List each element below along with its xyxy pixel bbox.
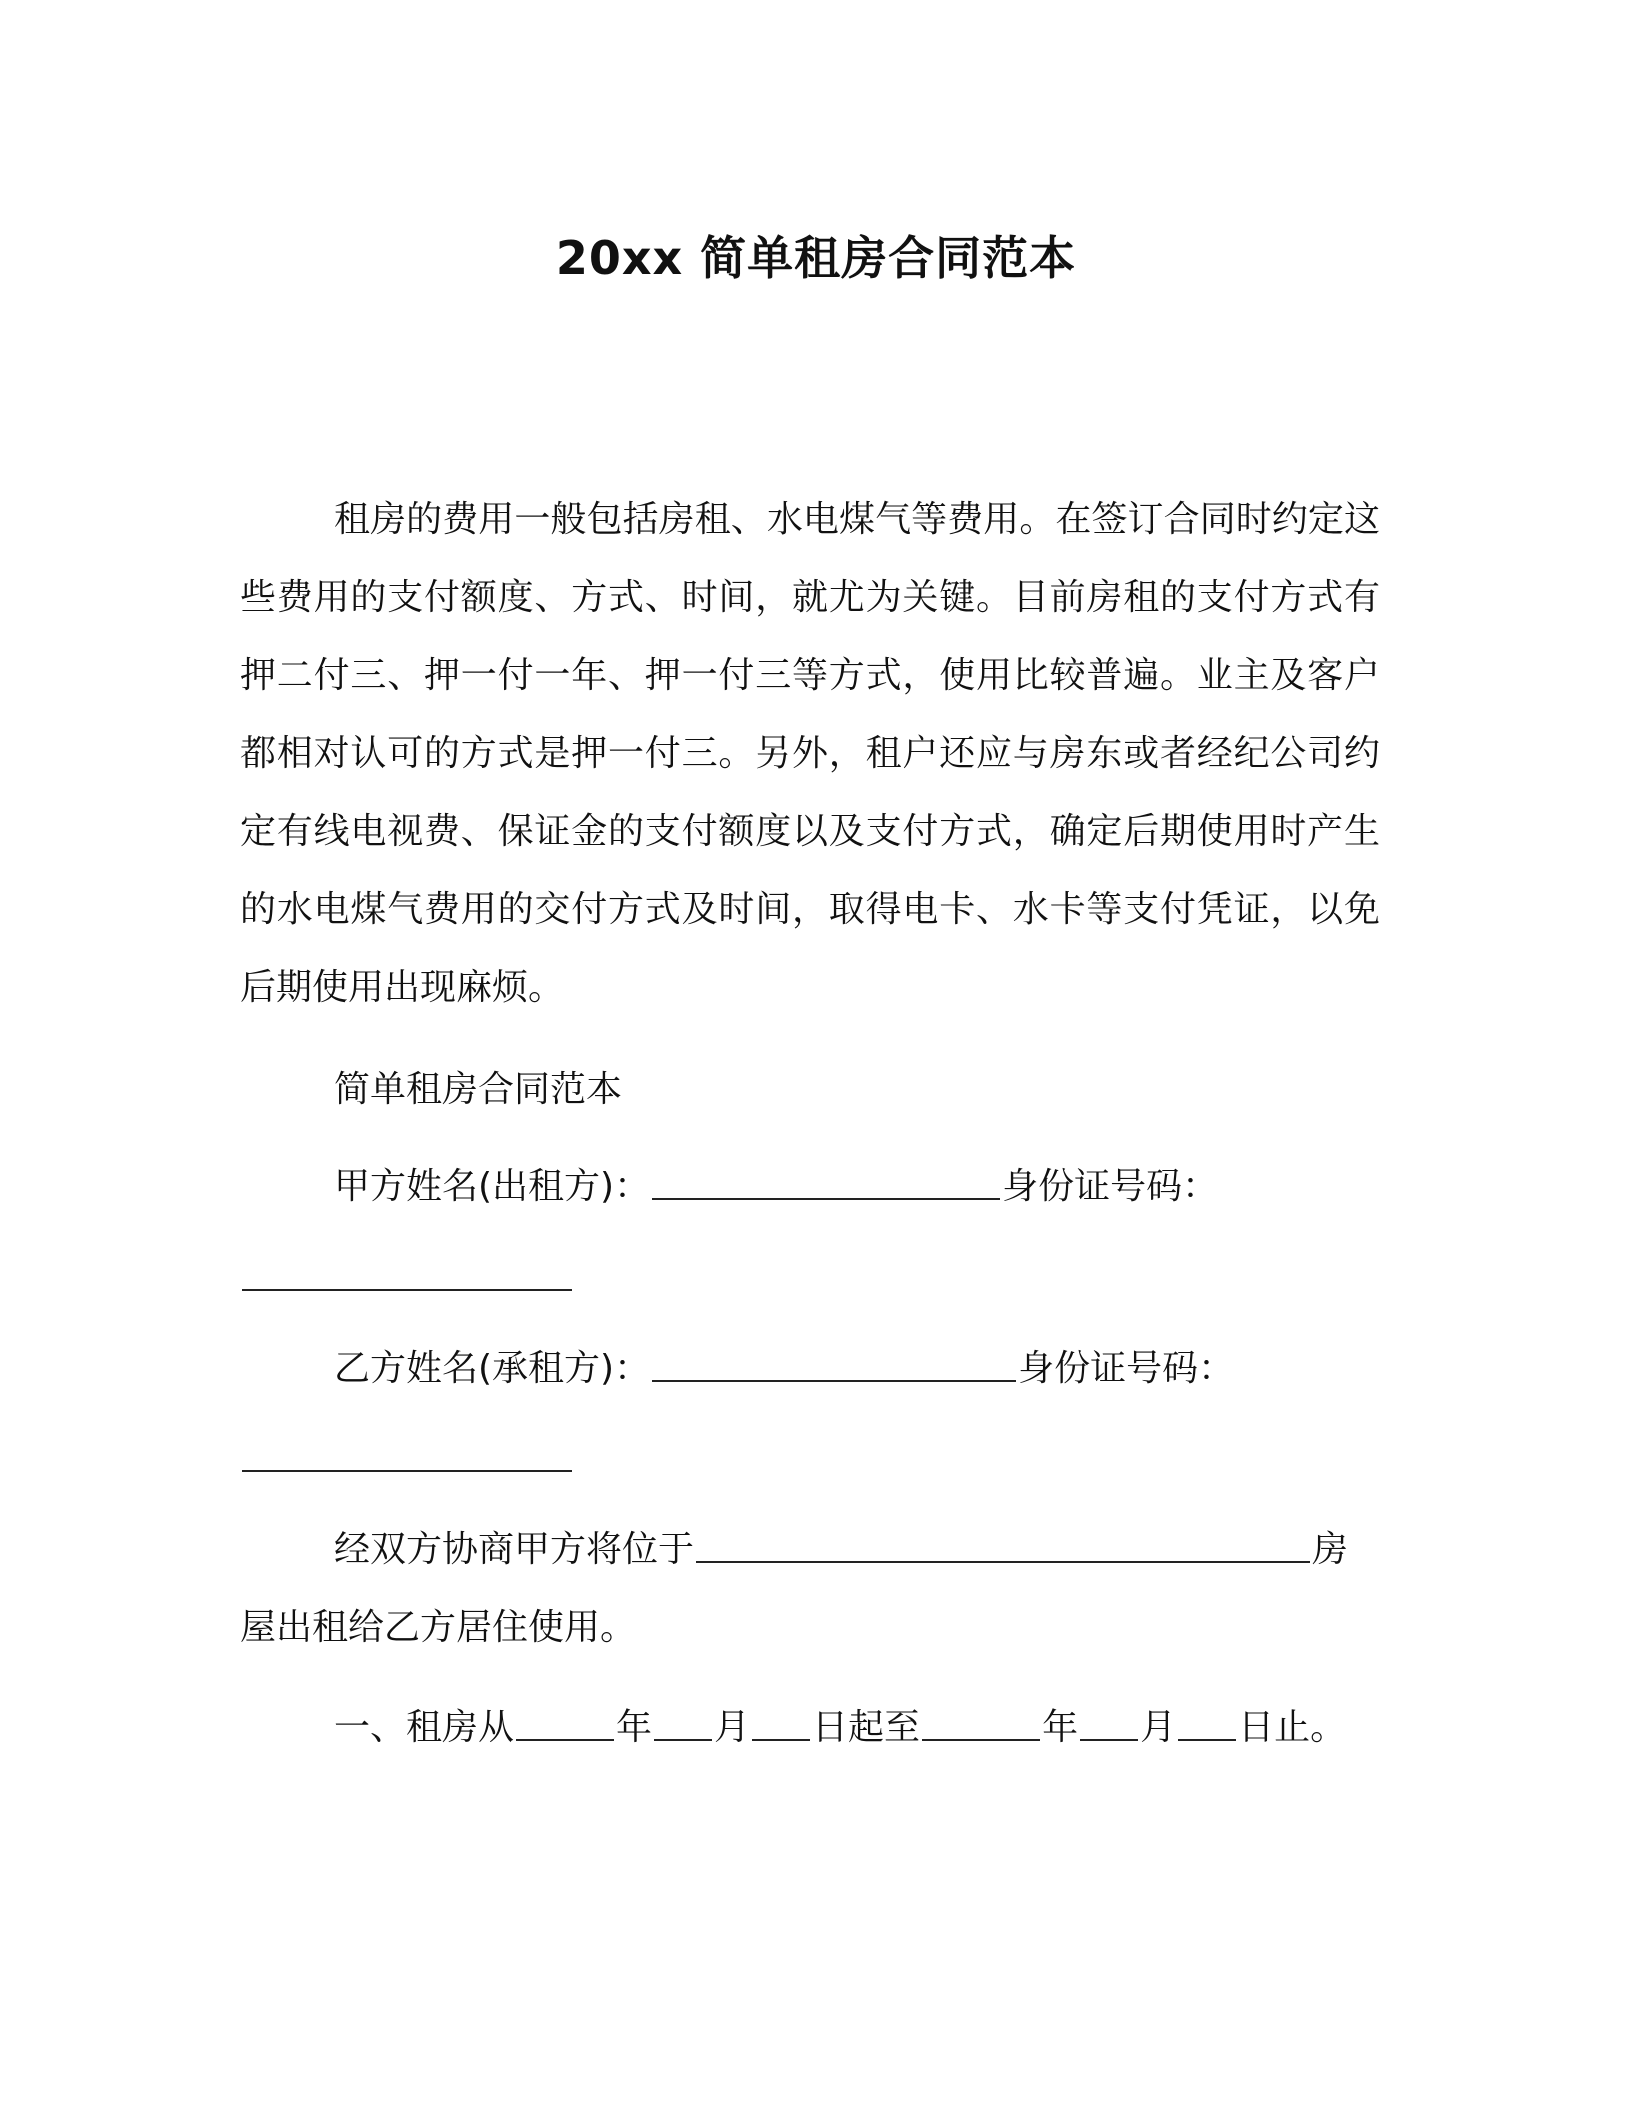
start-year-label: 年 (616, 1707, 653, 1748)
subtitle (240, 1051, 1494, 1129)
intro-paragraph: 租房的费用一般包括房租、水电煤气等费用。在签订合同时约定这些费用的支付额度、方式、时间，就尤为关键。目前房租的支付方式有押二付三、押一付一年、押一付三等方式，使用比较普遍。业主及客户都相对认可的方式是押一付三。另外，租户还应与房东或者经纪公司约定有线电视费、保证金的支付额度以及支付方式，确定后期使用时产生的水电煤气费用的交付方式及时间，取得电卡、水卡等支付凭证，以免后期使用出现麻烦。 (240, 499, 1380, 1008)
party-a-id-line (240, 1239, 1400, 1317)
end-month-blank (1080, 1735, 1138, 1741)
location-line (240, 1511, 1494, 1589)
location-suffix-2: 屋出租给乙方居住使用。 (240, 1607, 637, 1648)
party-b-id-label: 身份证号码： (1018, 1348, 1235, 1389)
day-from-label: 日起至 (812, 1707, 921, 1748)
document-title: 20xx 简单租房合同范本 (555, 231, 1077, 285)
term-prefix: 一、租房从 (334, 1707, 515, 1748)
location-line-2 (240, 1589, 1400, 1667)
day-until-label: 日止。 (1238, 1707, 1347, 1748)
term-line (240, 1689, 1494, 1767)
party-b-line (240, 1330, 1494, 1408)
start-day-blank (752, 1735, 810, 1741)
end-year-blank (922, 1735, 1040, 1741)
party-a-label: 甲方姓名(出租方)： (334, 1166, 651, 1207)
start-year-blank (516, 1735, 614, 1741)
subtitle-text: 简单租房合同范本 (334, 1069, 623, 1110)
party-a-id-label: 身份证号码： (1002, 1166, 1219, 1207)
party-a-name-blank (652, 1194, 1000, 1200)
location-prefix: 经双方协商甲方将位于 (334, 1529, 695, 1570)
start-month-label: 月 (714, 1707, 751, 1748)
party-b-id-line (240, 1420, 1400, 1498)
party-b-id-blank (242, 1466, 572, 1472)
end-day-blank (1178, 1735, 1236, 1741)
location-blank (696, 1557, 1310, 1563)
party-b-name-blank (652, 1376, 1016, 1382)
party-b-label: 乙方姓名(承租方)： (334, 1348, 651, 1389)
party-a-line (240, 1148, 1494, 1226)
start-month-blank (654, 1735, 712, 1741)
party-a-id-blank (242, 1285, 572, 1291)
end-month-label: 月 (1140, 1707, 1177, 1748)
end-year-label: 年 (1042, 1707, 1079, 1748)
location-suffix-1: 房 (1312, 1529, 1349, 1570)
